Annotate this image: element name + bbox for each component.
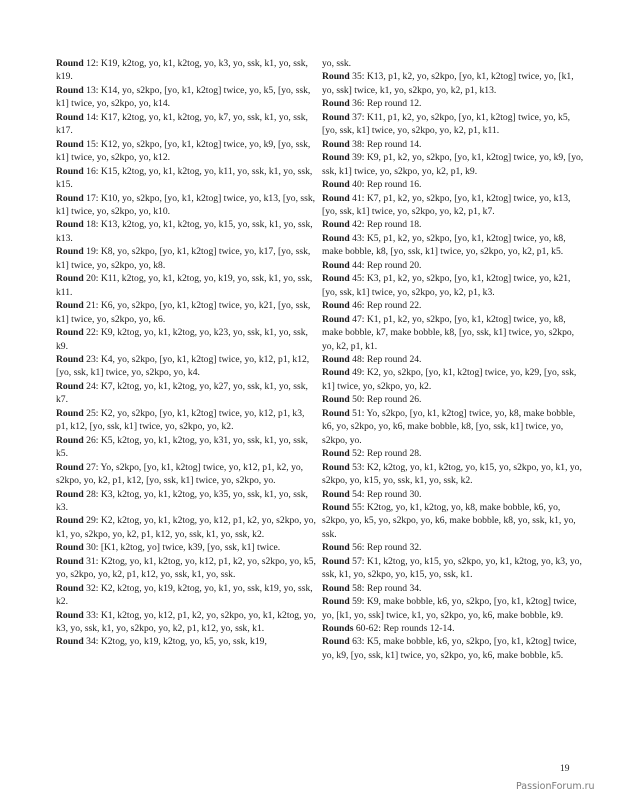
round-number: 31:	[86, 555, 99, 567]
round-label: Round	[56, 273, 84, 285]
round-label: Round	[322, 488, 350, 500]
round-label: Round	[56, 111, 84, 123]
round-number: 16:	[86, 165, 99, 177]
round-text: K9, p1, k2, yo, s2kpo, [yo, k1, k2tog] twice, yo, k9, [yo, ssk, k1] twice, yo, s2kpo, yo, k2, p1, k9.	[322, 152, 584, 177]
round-label: Round	[56, 327, 84, 339]
round-instruction	[56, 407, 318, 434]
round-text: K11, p1, k2, yo, s2kpo, [yo, k1, k2tog] twice, yo, k5, [yo, ssk, k1] twice, yo, s2kpo, yo, k2, p1, k11.	[322, 111, 571, 137]
round-instruction	[322, 97, 584, 110]
round-text: Rep round 14.	[366, 138, 422, 150]
round-instruction	[322, 232, 584, 259]
round-instruction	[322, 366, 584, 393]
round-text: K12, yo, s2kpo, [yo, k1, k2tog] twice, yo, k9, [yo, ssk, k1] twice, yo, s2kpo, yo, k12.	[56, 138, 311, 164]
round-number: 59:	[352, 596, 365, 608]
round-number: 21:	[86, 300, 99, 312]
round-number: 41:	[352, 192, 365, 204]
round-instruction	[322, 582, 584, 595]
round-label: Round	[322, 232, 350, 244]
round-text: K1, k2tog, yo, k15, yo, s2kpo, yo, k1, k2tog, yo, k3, yo, ssk, k1, yo, s2kpo, yo, k15, yo, ssk, k1.	[322, 555, 582, 581]
round-text: K2tog, yo, k1, k2tog, yo, k8, make bobble, k6, yo, s2kpo, yo, k5, yo, s2kpo, yo, k6, make bobble, k8, yo, ssk, k1, yo, ssk.	[322, 501, 576, 540]
round-text: K9, make bobble, k6, yo, s2kpo, [yo, k1, k2tog] twice, yo, [k1, yo, ssk] twice, k1, yo, s2kpo, yo, k6, make bobble, k9.	[322, 596, 577, 621]
round-label: Round	[56, 353, 84, 365]
round-instruction	[322, 541, 584, 554]
round-number: 20:	[86, 273, 99, 285]
round-instruction	[56, 353, 318, 380]
round-label: Round	[322, 596, 350, 608]
round-number: 30:	[86, 542, 99, 554]
round-text: K2tog, yo, k19, k2tog, yo, k5, yo, ssk, k19,	[100, 636, 267, 648]
round-instruction	[322, 501, 584, 541]
round-number: 32:	[86, 582, 99, 594]
round-instruction	[56, 635, 318, 648]
round-text: Rep round 28.	[366, 448, 422, 460]
round-number: 63:	[352, 636, 365, 648]
round-text: K13, k2tog, yo, k1, k2tog, yo, k15, yo, ssk, k1, yo, ssk, k13.	[56, 219, 313, 244]
round-number: 34:	[86, 636, 99, 648]
round-text: Yo, s2kpo, [yo, k1, k2tog] twice, yo, k8, make bobble, k6, yo, s2kpo, yo, k6, make bobble, k8, [yo, ssk, k1] twice, yo, s2kpo, yo.	[322, 407, 576, 446]
round-label: Round	[322, 461, 350, 473]
round-instruction	[322, 299, 584, 312]
round-instruction	[322, 635, 584, 662]
round-label: Round	[322, 98, 350, 110]
round-text: K2, yo, s2kpo, [yo, k1, k2tog] twice, yo, k12, p1, k3, p1, k12, [yo, ssk, k1] twice, yo, s2kpo, yo, k2.	[56, 407, 305, 433]
round-text: K15, k2tog, yo, k1, k2tog, yo, k11, yo, ssk, k1, yo, ssk, k15.	[56, 165, 313, 191]
round-text: K10, yo, s2kpo, [yo, k1, k2tog] twice, yo, k13, [yo, ssk, k1] twice, yo, s2kpo, yo, k10.	[56, 192, 316, 217]
round-number: 52:	[352, 448, 365, 460]
round-instruction	[56, 57, 318, 84]
round-instruction	[322, 138, 584, 151]
round-label: Round	[56, 542, 84, 554]
round-number: 18:	[86, 219, 99, 231]
round-instruction	[56, 582, 318, 609]
round-label: Round	[322, 542, 350, 554]
round-instruction	[322, 178, 584, 191]
round-label: Round	[322, 179, 350, 191]
round-number: 40:	[352, 179, 365, 191]
round-text: Rep round 34.	[366, 582, 422, 594]
round-text: Rep round 16.	[366, 179, 422, 191]
round-label: Round	[322, 71, 350, 83]
round-text: K3, k2tog, yo, k1, k2tog, yo, k35, yo, ssk, k1, yo, ssk, k3.	[56, 488, 308, 513]
round-text: Rep round 26.	[366, 394, 422, 406]
round-label: Round	[322, 138, 350, 150]
round-label: Round	[322, 192, 350, 204]
round-number: 43:	[352, 232, 365, 244]
round-instruction	[56, 165, 318, 192]
page-number: 19	[560, 764, 570, 774]
round-number: 47:	[352, 313, 365, 325]
round-label: Round	[56, 636, 84, 648]
round-number: 55:	[352, 501, 365, 513]
round-label: Round	[322, 582, 350, 594]
round-instruction	[322, 192, 584, 219]
round-instruction	[322, 407, 584, 447]
round-instruction	[322, 393, 584, 406]
round-label: Round	[56, 58, 84, 69]
round-text: Rep round 12.	[366, 98, 422, 110]
round-text: K3, p1, k2, yo, s2kpo, [yo, k1, k2tog] twice, yo, k21, [yo, ssk, k1] twice, yo, s2kpo, yo, k2, p1, k3.	[322, 273, 571, 298]
round-instruction	[56, 514, 318, 541]
round-text: Rep round 18.	[366, 219, 422, 231]
round-text: K7, p1, k2, yo, s2kpo, [yo, k1, k2tog] twice, yo, k13, [yo, ssk, k1] twice, yo, s2kpo, yo, k2, p1, k7.	[322, 192, 571, 217]
round-label: Round	[56, 192, 84, 204]
round-number: 44:	[352, 259, 365, 271]
watermark: PassionForum.ru	[516, 781, 595, 792]
round-label: Round	[322, 273, 350, 285]
round-number: 23:	[86, 353, 99, 365]
round-number: 45:	[352, 273, 365, 285]
round-instruction	[56, 299, 318, 326]
round-number: 35:	[352, 71, 365, 83]
round-instruction	[322, 57, 584, 70]
round-instruction	[56, 245, 318, 272]
round-label: Round	[56, 434, 84, 446]
round-number: 22:	[86, 327, 99, 339]
round-label: Round	[322, 219, 350, 231]
round-instruction	[322, 218, 584, 231]
round-label: Round	[322, 448, 350, 460]
round-number: 29:	[86, 515, 99, 527]
round-instruction	[56, 488, 318, 515]
round-label: Round	[56, 300, 84, 312]
round-number: 54:	[352, 488, 365, 500]
round-number: 24:	[86, 380, 99, 392]
round-number: 49:	[352, 367, 365, 379]
round-instruction	[322, 555, 584, 582]
round-instruction	[56, 272, 318, 299]
round-label: Round	[322, 353, 350, 365]
round-number: 60-62:	[355, 623, 381, 635]
round-text: K6, yo, s2kpo, [yo, k1, k2tog] twice, yo, k21, [yo, ssk, k1] twice, yo, s2kpo, yo, k6.	[56, 300, 311, 325]
round-text: K17, k2tog, yo, k1, k2tog, yo, k7, yo, ssk, k1, yo, ssk, k17.	[56, 111, 308, 137]
round-label: Round	[322, 259, 350, 271]
round-text: Rep round 20.	[366, 259, 422, 271]
round-instruction	[56, 555, 318, 582]
round-number: 53:	[352, 461, 365, 473]
round-text: K19, k2tog, yo, k1, k2tog, yo, k3, yo, ssk, k1, yo, ssk, k19.	[56, 58, 308, 83]
round-number: 42:	[352, 219, 365, 231]
round-label: Rounds	[322, 623, 354, 635]
round-number: 27:	[86, 461, 99, 473]
round-label: Round	[56, 515, 84, 527]
round-instruction	[322, 461, 584, 488]
round-text: Rep round 24.	[366, 353, 422, 365]
round-text: K5, p1, k2, yo, s2kpo, [yo, k1, k2tog] twice, yo, k8, make bobble, k8, [yo, ssk, k1] twice, yo, s2kpo, yo, k2, p1, k5.	[322, 232, 566, 258]
round-text: K5, make bobble, k6, yo, s2kpo, [yo, k1, k2tog] twice, yo, k9, [yo, ssk, k1] twice, yo, s2kpo, yo, k6, make bobble, k5.	[322, 636, 577, 661]
round-text: K14, yo, s2kpo, [yo, k1, k2tog] twice, yo, k5, [yo, ssk, k1] twice, yo, s2kpo, yo, k14.	[56, 84, 311, 110]
round-label: Round	[56, 407, 84, 419]
round-label: Round	[322, 394, 350, 406]
round-text: Rep round 32.	[366, 542, 422, 554]
round-instruction	[322, 595, 584, 622]
round-number: 48:	[352, 353, 365, 365]
round-instruction	[56, 434, 318, 461]
round-instruction	[56, 111, 318, 138]
round-label: Round	[322, 152, 350, 164]
round-instruction	[56, 541, 318, 554]
round-text: Rep round 30.	[366, 488, 422, 500]
round-label: Round	[56, 84, 84, 96]
round-number: 33:	[86, 609, 99, 621]
round-label: Round	[56, 461, 84, 473]
round-number: 38:	[352, 138, 365, 150]
round-text: K5, k2tog, yo, k1, k2tog, yo, k31, yo, ssk, k1, yo, ssk, k5.	[56, 434, 308, 460]
left-column	[56, 57, 318, 649]
round-text: K2, k2tog, yo, k1, k2tog, yo, k12, p1, k2, yo, s2kpo, yo, k1, yo, s2kpo, yo, k2, p1, k12, yo, ssk, k1, yo, ssk, k2.	[56, 515, 316, 540]
round-number: 56:	[352, 542, 365, 554]
round-instruction	[322, 622, 584, 635]
round-label: Round	[56, 555, 84, 567]
round-text: K1, p1, k2, yo, s2kpo, [yo, k1, k2tog] twice, yo, k8, make bobble, k7, make bobble, k8, [yo, ssk, k1] twice, yo, s2kpo, yo, k2, p1, k1.	[322, 313, 575, 352]
round-instruction	[322, 151, 584, 178]
round-instruction	[56, 138, 318, 165]
round-number: 25:	[86, 407, 99, 419]
round-label: Round	[56, 165, 84, 177]
right-column	[322, 57, 584, 662]
round-number: 17:	[86, 192, 99, 204]
round-text: K2, k2tog, yo, k1, k2tog, yo, k15, yo, s2kpo, yo, k1, yo, s2kpo, yo, k15, yo, ssk, k1, yo, ssk, k2.	[322, 461, 582, 487]
round-label: Round	[56, 219, 84, 231]
round-instruction	[56, 326, 318, 353]
round-number: 26:	[86, 434, 99, 446]
round-instruction	[56, 609, 318, 636]
round-number: 13:	[86, 84, 99, 96]
round-text: Yo, s2kpo, [yo, k1, k2tog] twice, yo, k12, p1, k2, yo, s2kpo, yo, k2, p1, k12, [yo, ssk, k1] twice, yo, s2kpo, yo.	[56, 461, 304, 487]
round-instruction	[56, 380, 318, 407]
round-instruction	[56, 192, 318, 219]
round-instruction	[322, 353, 584, 366]
round-text: Rep round 22.	[366, 300, 422, 312]
round-number: 28:	[86, 488, 99, 500]
round-number: 51:	[352, 407, 365, 419]
round-number: 14:	[86, 111, 99, 123]
round-number: 50:	[352, 394, 365, 406]
round-text: K2, k2tog, yo, k19, k2tog, yo, k1, yo, ssk, k19, yo, ssk, k2.	[56, 582, 313, 608]
round-label: Round	[322, 300, 350, 312]
round-label: Round	[56, 582, 84, 594]
round-instruction	[56, 84, 318, 111]
round-text: K13, p1, k2, yo, s2kpo, [yo, k1, k2tog] twice, yo, [k1, yo, ssk] twice, k1, yo, s2kpo, yo, k2, p1, k13.	[322, 71, 574, 96]
round-instruction	[322, 488, 584, 501]
round-text: [K1, k2tog, yo] twice, k39, [yo, ssk, k1] twice.	[100, 542, 281, 554]
round-label: Round	[322, 313, 350, 325]
round-instruction	[56, 218, 318, 245]
round-label: Round	[56, 488, 84, 500]
round-label: Round	[322, 501, 350, 513]
round-text: K4, yo, s2kpo, [yo, k1, k2tog] twice, yo, k12, p1, k12, [yo, ssk, k1] twice, yo, s2kpo, yo, k4.	[56, 353, 310, 379]
round-label: Round	[322, 555, 350, 567]
round-number: 58:	[352, 582, 365, 594]
round-instruction	[56, 461, 318, 488]
round-label: Round	[322, 636, 350, 648]
round-label: Round	[322, 407, 350, 419]
round-number: 37:	[352, 111, 365, 123]
round-text: K7, k2tog, yo, k1, k2tog, yo, k27, yo, ssk, k1, yo, ssk, k7.	[56, 380, 308, 406]
round-instruction	[322, 447, 584, 460]
round-instruction	[322, 70, 584, 97]
round-text: K9, k2tog, yo, k1, k2tog, yo, k23, yo, ssk, k1, yo, ssk, k9.	[56, 327, 308, 352]
round-instruction	[322, 111, 584, 138]
round-label: Round	[56, 609, 84, 621]
round-number: 19:	[86, 246, 99, 258]
round-text: yo, ssk.	[322, 58, 352, 69]
round-number: 39:	[352, 152, 365, 164]
round-text: Rep rounds 12-14.	[383, 623, 455, 635]
round-number: 36:	[352, 98, 365, 110]
round-text: K2, yo, s2kpo, [yo, k1, k2tog] twice, yo, k29, [yo, ssk, k1] twice, yo, s2kpo, yo, k2.	[322, 367, 577, 392]
round-number: 15:	[86, 138, 99, 150]
round-text: K11, k2tog, yo, k1, k2tog, yo, k19, yo, ssk, k1, yo, ssk, k11.	[56, 273, 313, 298]
round-text: K2tog, yo, k1, k2tog, yo, k12, p1, k2, yo, s2kpo, yo, k5, yo, s2kpo, yo, k2, p1, k12, yo, ssk, k1, yo, ssk.	[56, 555, 316, 581]
round-label: Round	[56, 138, 84, 150]
round-label: Round	[56, 380, 84, 392]
round-label: Round	[322, 111, 350, 123]
round-instruction	[322, 313, 584, 353]
round-instruction	[322, 272, 584, 299]
round-instruction	[322, 259, 584, 272]
round-label: Round	[322, 367, 350, 379]
round-label: Round	[56, 246, 84, 258]
round-number: 46:	[352, 300, 365, 312]
round-text: K1, k2tog, yo, k12, p1, k2, yo, s2kpo, yo, k1, k2tog, yo, k3, yo, ssk, k1, yo, s2kpo, yo, k2, p1, k12, yo, ssk, k1.	[56, 609, 316, 635]
round-number: 57:	[352, 555, 365, 567]
round-text: K8, yo, s2kpo, [yo, k1, k2tog] twice, yo, k17, [yo, ssk, k1] twice, yo, s2kpo, yo, k8.	[56, 246, 311, 271]
round-number: 12:	[86, 58, 99, 69]
